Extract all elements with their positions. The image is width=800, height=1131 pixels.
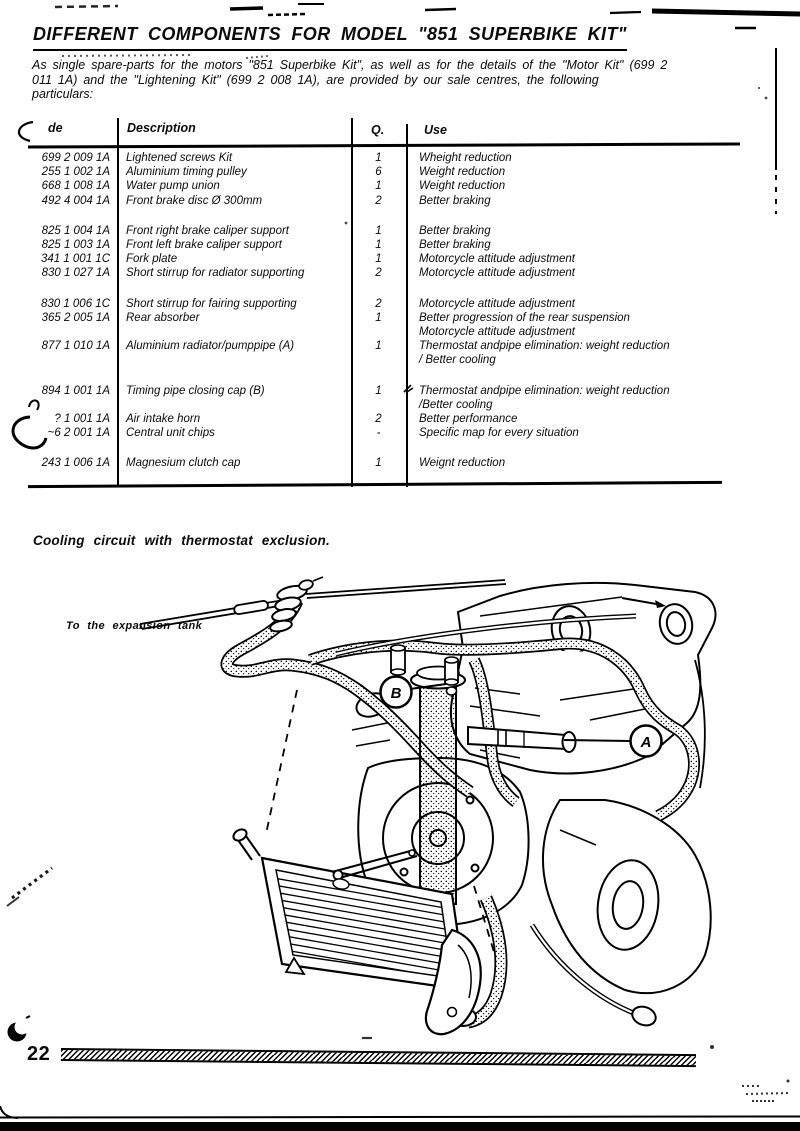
use-cell <box>406 311 722 339</box>
code-cell: 668 1 008 1A <box>41 180 110 193</box>
description-cell: Lightened screws Kit <box>126 152 233 164</box>
callout-a-label: A <box>640 734 652 751</box>
description-cell: Aluminium radiator/pumppipe (A) <box>126 340 295 353</box>
qty-cell: 1 <box>375 239 382 252</box>
description-cell: Rear absorber <box>126 311 200 324</box>
page-number: 22 <box>27 1043 51 1065</box>
table-row <box>28 412 722 426</box>
qty-cell: 1 <box>375 457 382 470</box>
table-row <box>28 456 722 470</box>
description-cell: Timing pipe closing cap (B) <box>126 384 265 397</box>
table-row <box>28 384 722 412</box>
intro-paragraph <box>32 58 732 102</box>
use-line: Weignt reduction <box>419 457 506 470</box>
code-cell: 243 1 006 1A <box>41 457 110 470</box>
parts-table <box>28 151 722 487</box>
use-line: Better performance <box>419 413 518 426</box>
table-row <box>28 179 722 193</box>
use-line: Motorcycle attitude adjustment <box>419 253 575 266</box>
use-line: Thermostat andpipe elimination: weight reduction <box>419 384 670 397</box>
use-cell <box>406 165 722 179</box>
use-cell <box>406 456 722 470</box>
use-line: Better braking <box>419 224 491 237</box>
qty-cell: 2 <box>375 194 382 207</box>
table-row <box>28 252 722 266</box>
use-cell <box>406 238 722 252</box>
qty-cell: 1 <box>375 311 382 324</box>
section-heading: Cooling circuit with thermostat exclusion. <box>33 533 330 548</box>
bottom-scan-bar <box>0 1122 800 1131</box>
qty-cell: 2 <box>375 267 382 280</box>
vertical-pump-pipe <box>411 667 465 905</box>
use-cell <box>406 297 722 311</box>
table-row <box>28 238 722 252</box>
use-cell <box>406 412 722 426</box>
code-cell: 365 2 005 1A <box>41 311 110 324</box>
use-line: Weight reduction <box>419 180 506 193</box>
qty-cell: 1 <box>375 152 382 164</box>
use-line: Better progression of the rear suspension <box>419 311 630 324</box>
code-cell: 492 4 004 1A <box>41 194 110 207</box>
intro-line: As single spare-parts for the motors "851 Superbike Kit", as well as for the details of the "Motor Kit" (699 2 <box>32 58 668 72</box>
use-cell <box>406 151 722 165</box>
code-cell: 825 1 004 1A <box>41 224 110 237</box>
use-line: Specific map for every situation <box>419 427 579 440</box>
code-cell: 699 2 009 1A <box>41 152 110 164</box>
code-cell: ? 1 001 1A <box>54 413 110 426</box>
table-row <box>28 297 722 311</box>
qty-cell: - <box>376 427 381 440</box>
description-cell: Front right brake caliper support <box>126 224 289 237</box>
qty-cell: 1 <box>375 224 382 237</box>
use-line: Motorcycle attitude adjustment <box>419 267 575 280</box>
table-group <box>28 297 722 368</box>
use-line: Wheight reduction <box>419 152 512 164</box>
callout-b-label: B <box>390 685 402 702</box>
table-group <box>28 151 722 208</box>
description-cell: Front left brake caliper support <box>126 239 282 252</box>
use-line: Weight reduction <box>419 166 506 179</box>
use-cell <box>406 384 722 412</box>
table-row <box>28 339 722 367</box>
use-cell <box>406 194 722 208</box>
bottom-right-noise-artifact <box>362 1038 790 1101</box>
description-cell: Aluminium timing pulley <box>126 166 247 179</box>
use-line: Better braking <box>419 239 491 252</box>
table-row <box>28 165 722 179</box>
qty-cell: 2 <box>375 413 382 426</box>
table-row <box>28 266 722 280</box>
use-cell <box>406 179 722 193</box>
crescent-blob-artifact <box>8 1016 31 1042</box>
use-line: Motorcycle attitude adjustment <box>419 326 575 339</box>
use-cell <box>406 426 722 440</box>
table-row <box>28 151 722 165</box>
qty-cell: 1 <box>375 384 382 397</box>
table-row <box>28 194 722 208</box>
description-cell: Central unit chips <box>126 427 215 440</box>
intro-line: 011 1A) and the "Lightening Kit" (699 2 008 1A), are provided by our sale centres, the following <box>32 72 599 87</box>
description-cell: Short stirrup for fairing supporting <box>126 297 297 310</box>
use-cell <box>406 266 722 280</box>
table-row <box>28 224 722 238</box>
description-cell: Front brake disc Ø 300mm <box>126 194 263 207</box>
use-line: Thermostat andpipe elimination: weight reduction <box>419 340 670 353</box>
description-cell: Water pump union <box>126 180 220 193</box>
column-header-code: de <box>48 121 63 135</box>
use-line: / Better cooling <box>419 354 496 367</box>
code-cell: ~6 2 001 1A <box>47 427 110 440</box>
page-title: DIFFERENT COMPONENTS FOR MODEL "851 SUPERBIKE KIT" <box>33 24 627 51</box>
column-header-use: Use <box>424 123 447 137</box>
description-cell: Fork plate <box>126 253 178 266</box>
expansion-tank-label: To the expansion tank <box>66 620 203 632</box>
code-cell: 830 1 006 1C <box>40 297 110 310</box>
use-cell <box>406 252 722 266</box>
column-header-qty: Q. <box>371 123 385 137</box>
code-cell: 894 1 001 1A <box>41 384 110 397</box>
table-row <box>28 426 722 440</box>
description-cell: Short stirrup for radiator supporting <box>126 267 305 280</box>
use-line: Motorcycle attitude adjustment <box>419 297 575 310</box>
table-group <box>28 456 722 470</box>
qty-cell: 6 <box>375 166 382 179</box>
qty-cell: 1 <box>375 180 382 193</box>
use-cell <box>406 339 722 367</box>
table-row <box>28 311 722 339</box>
description-cell: Magnesium clutch cap <box>126 457 241 470</box>
code-cell: 255 1 002 1A <box>41 166 110 179</box>
description-cell: Air intake horn <box>126 413 201 426</box>
qty-cell: 1 <box>375 340 382 353</box>
qty-cell: 1 <box>375 253 382 266</box>
intro-line: particulars: <box>32 87 94 102</box>
code-cell: 825 1 003 1A <box>41 239 110 252</box>
use-line: /Better cooling <box>419 398 493 411</box>
code-cell: 341 1 001 1C <box>40 253 110 266</box>
qty-cell: 2 <box>375 297 382 310</box>
code-cell: 830 1 027 1A <box>41 267 110 280</box>
use-cell <box>406 224 722 238</box>
table-group <box>28 224 722 281</box>
code-cell: 877 1 010 1A <box>41 340 110 353</box>
column-header-description: Description <box>127 121 196 135</box>
table-group <box>28 384 722 441</box>
use-line: Better braking <box>419 194 491 207</box>
